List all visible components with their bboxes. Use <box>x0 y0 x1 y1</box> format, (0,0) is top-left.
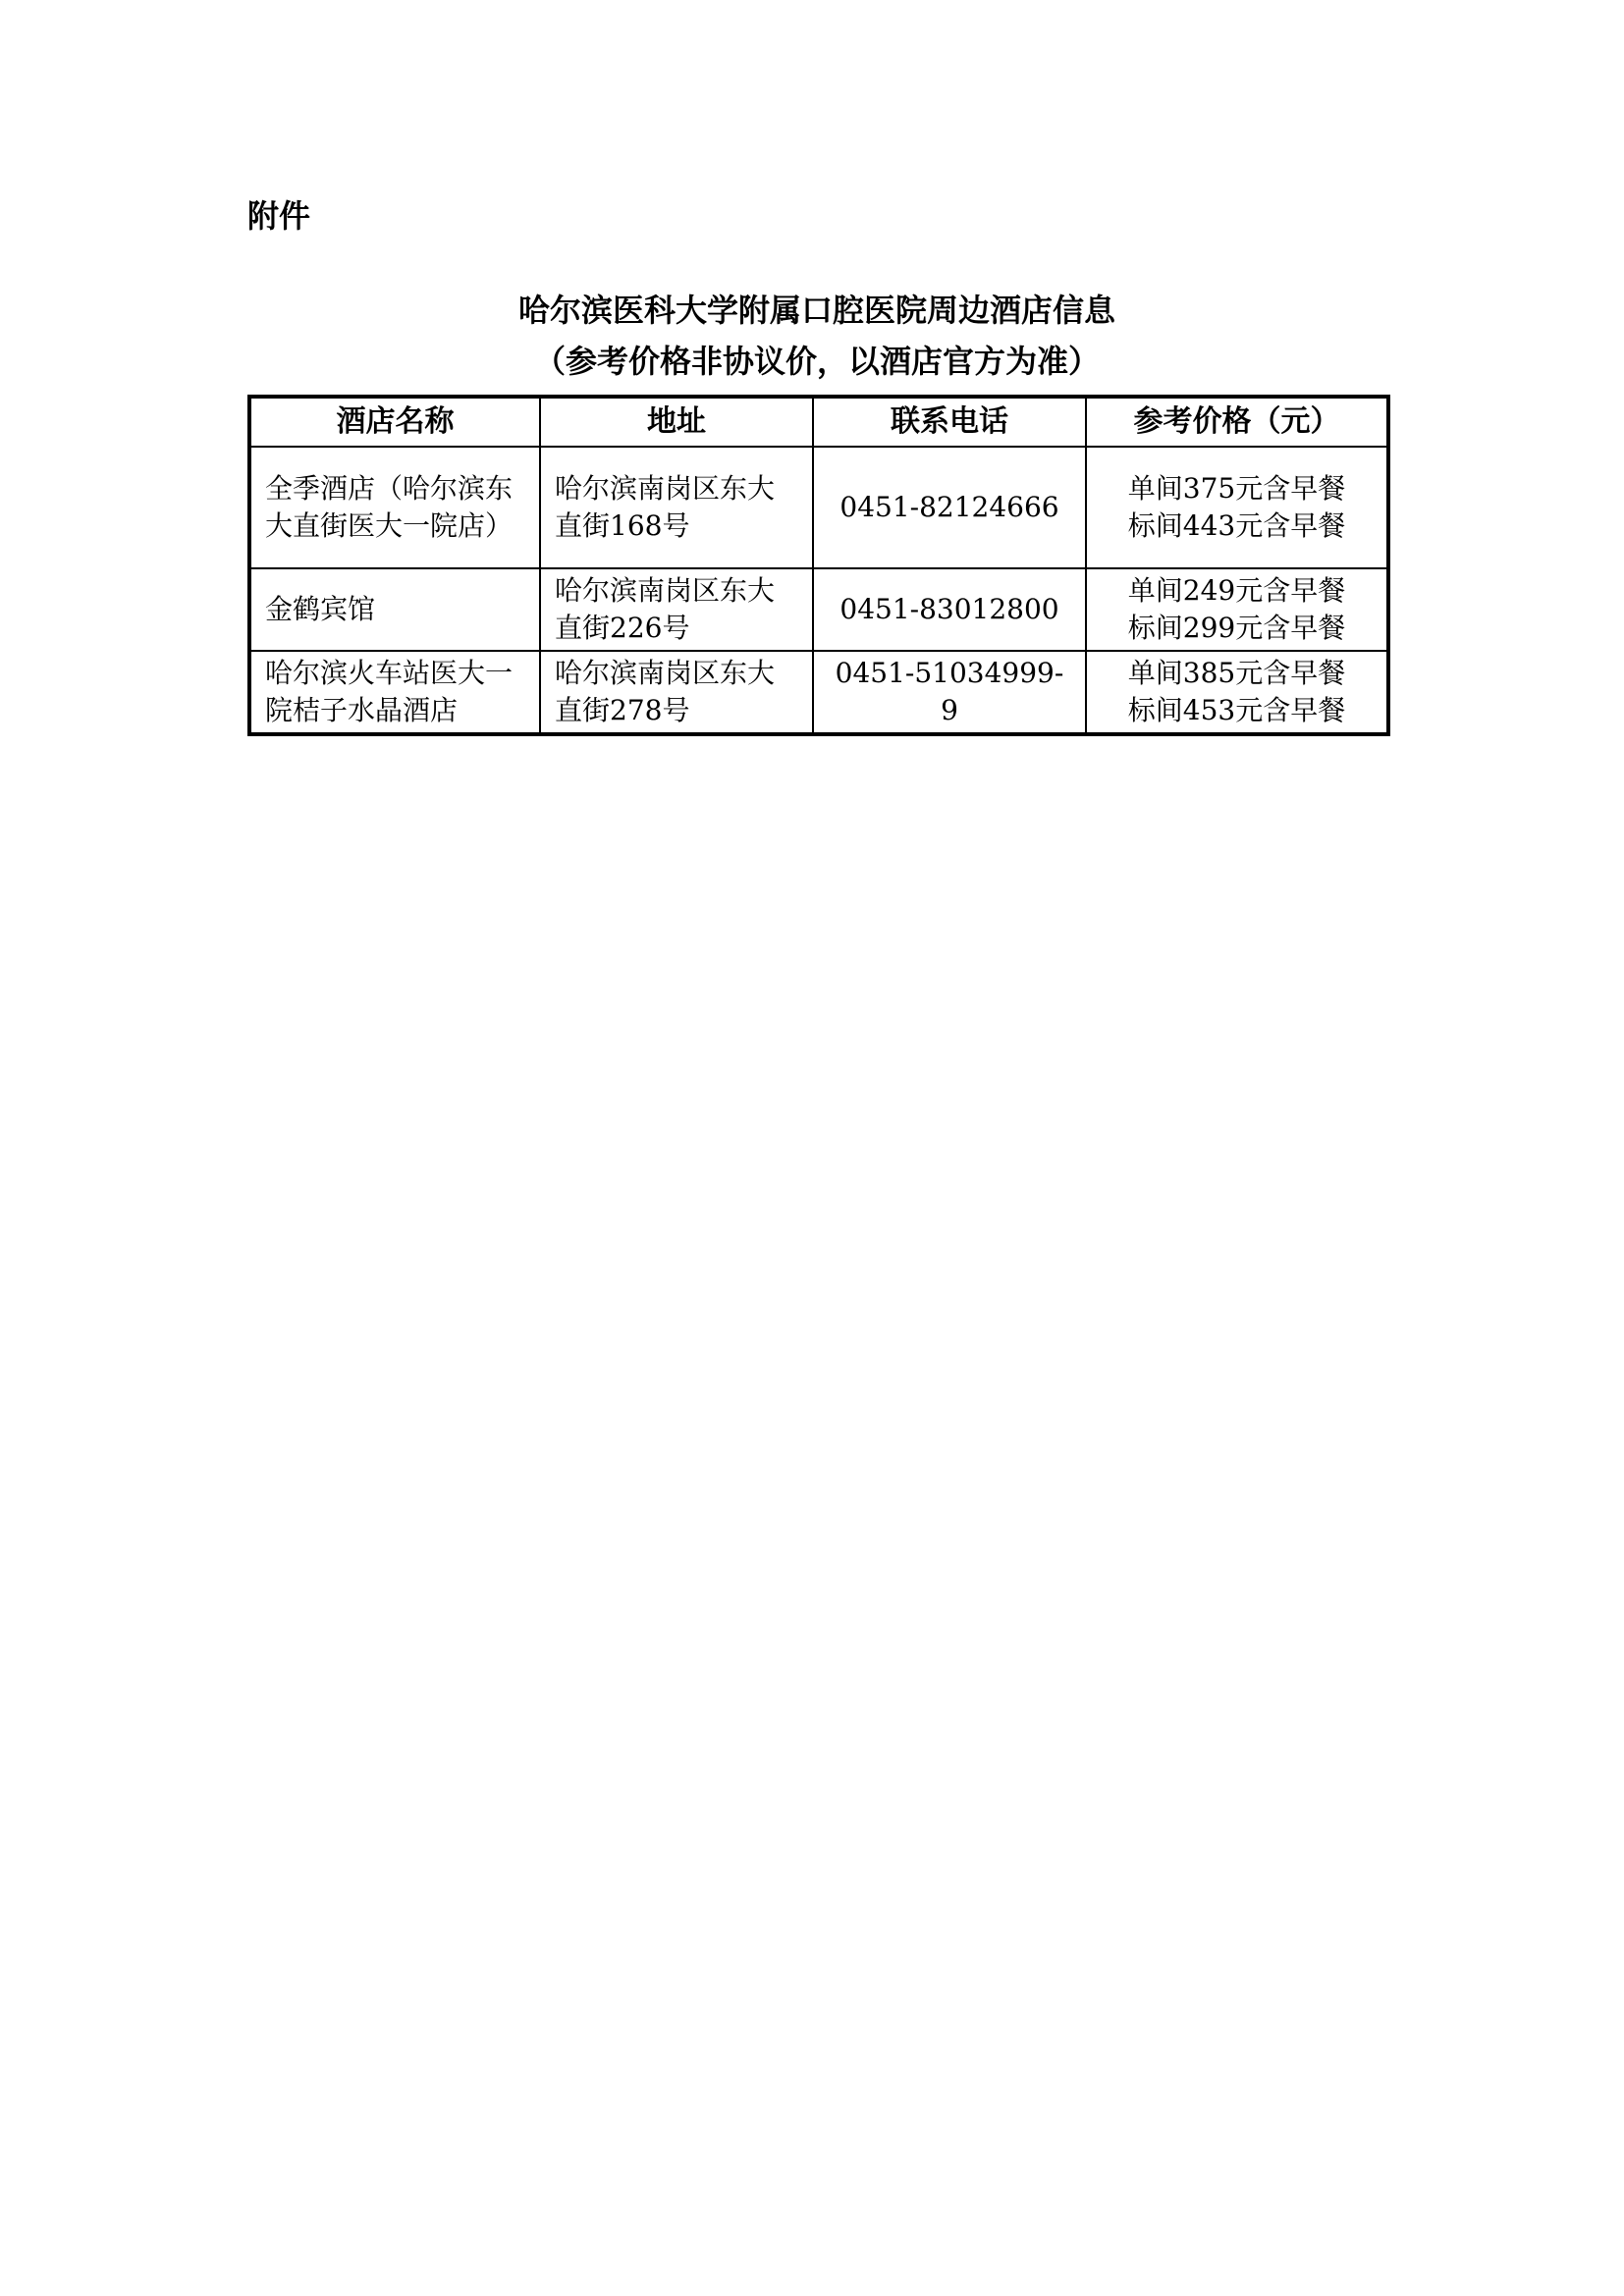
price-standard: 标间453元含早餐 <box>1127 694 1346 726</box>
address-cell: 哈尔滨南岗区东大直街278号 <box>540 651 813 734</box>
header-price: 参考价格（元） <box>1086 397 1388 447</box>
price-cell <box>1086 651 1388 734</box>
price-single: 单间249元含早餐 <box>1127 574 1346 607</box>
price-cell <box>1086 447 1388 568</box>
price-standard: 标间443元含早餐 <box>1127 509 1346 542</box>
table-header-row <box>249 397 1388 447</box>
hotel-table <box>247 395 1390 736</box>
price-single: 单间385元含早餐 <box>1127 657 1346 689</box>
table-row <box>249 447 1388 568</box>
price-standard: 标间299元含早餐 <box>1127 612 1346 644</box>
price-cell <box>1086 568 1388 651</box>
address-cell: 哈尔滨南岗区东大直街168号 <box>540 447 813 568</box>
price-single: 单间375元含早餐 <box>1127 472 1346 505</box>
phone-cell: 0451-82124666 <box>813 447 1086 568</box>
hotel-name-cell: 全季酒店（哈尔滨东大直街医大一院店） <box>249 447 540 568</box>
table-row <box>249 568 1388 651</box>
phone-cell: 0451-51034999-9 <box>813 651 1086 734</box>
table-row <box>249 651 1388 734</box>
hotel-name-cell: 哈尔滨火车站医大一院桔子水晶酒店 <box>249 651 540 734</box>
attachment-label: 附件 <box>247 197 311 235</box>
header-phone: 联系电话 <box>813 397 1086 447</box>
page-subtitle: （参考价格非协议价，以酒店官方为准） <box>533 343 1100 380</box>
phone-cell: 0451-83012800 <box>813 568 1086 651</box>
hotel-name-cell: 金鹤宾馆 <box>249 568 540 651</box>
header-address: 地址 <box>540 397 813 447</box>
address-cell: 哈尔滨南岗区东大直街226号 <box>540 568 813 651</box>
header-hotel-name: 酒店名称 <box>249 397 540 447</box>
page-title: 哈尔滨医科大学附属口腔医院周边酒店信息 <box>517 292 1115 329</box>
